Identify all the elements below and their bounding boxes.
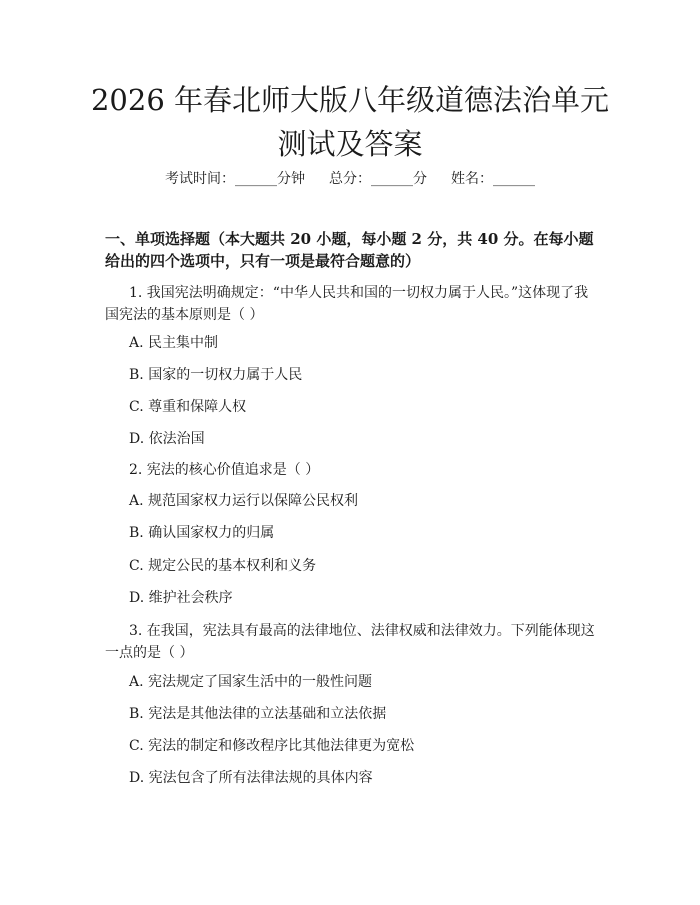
question-1-option-b: B. 国家的一切权力属于人民 [129, 367, 303, 383]
question-3-option-a: A. 宪法规定了国家生活中的一般性问题 [129, 674, 373, 690]
question-3-option-b: B. 宪法是其他法律的立法基础和立法依据 [129, 706, 387, 722]
question-1-option-c: C. 尊重和保障人权 [129, 399, 247, 415]
total-score-field: 总分：______分 [329, 171, 427, 187]
question-1-stem: 1. 我国宪法明确规定：“中华人民共和国的一切权力属于人民。”这体现了我国宪法的基本原则是（ ） [105, 285, 589, 323]
question-1-option-d: D. 依法治国 [129, 431, 205, 447]
question-3-option-c: C. 宪法的制定和修改程序比其他法律更为宽松 [129, 738, 415, 754]
exam-time-field: 考试时间：______分钟 [165, 171, 305, 187]
question-2-option-b: B. 确认国家权力的归属 [129, 525, 275, 541]
question-2-stem: 2. 宪法的核心价值追求是（ ） [129, 462, 320, 478]
student-name-field: 姓名：______ [451, 171, 535, 187]
question-3-option-d: D. 宪法包含了所有法律法规的具体内容 [129, 770, 373, 786]
question-3-stem: 3. 在我国，宪法具有最高的法律地位、法律权威和法律效力。下列能体现这一点的是（ ） [105, 623, 595, 661]
question-2-option-d: D. 维护社会秩序 [129, 590, 233, 606]
question-2-option-a: A. 规范国家权力运行以保障公民权利 [129, 493, 359, 509]
exam-info-line [0, 168, 700, 188]
section-heading: 一、单项选择题（本大题共 20 小题，每小题 2 分，共 40 分。在每小题给出的四个选项中，只有一项是最符合题意的） [105, 230, 594, 270]
question-2-option-c: C. 规定公民的基本权利和义务 [129, 558, 317, 574]
page-title: 2026 年春北师大版八年级道德法治单元测试及答案 [90, 83, 610, 161]
question-1-option-a: A. 民主集中制 [129, 335, 219, 351]
